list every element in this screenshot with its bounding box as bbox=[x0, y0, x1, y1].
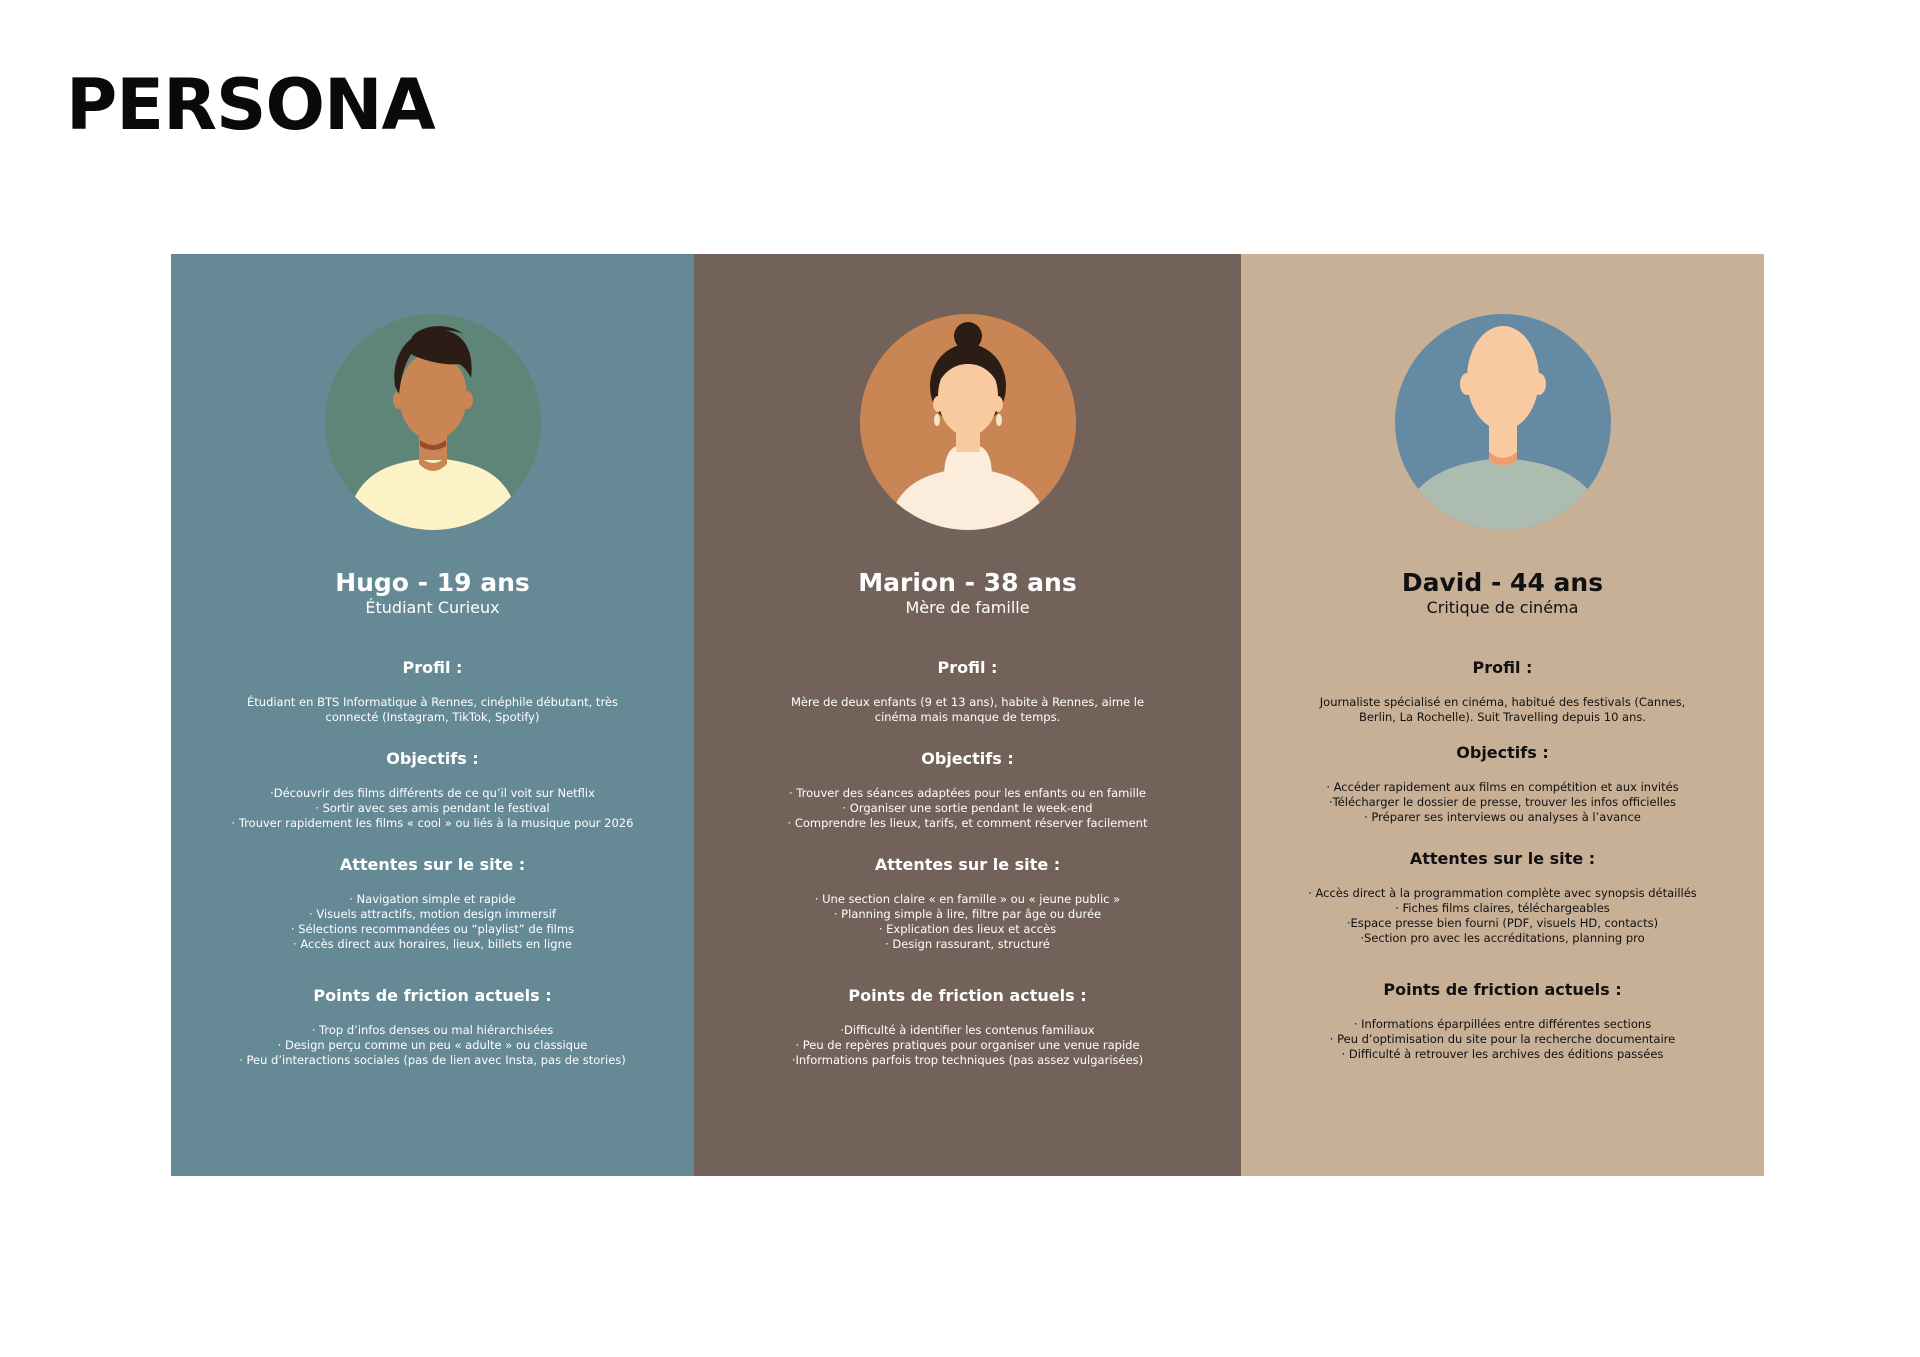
attentes-section bbox=[191, 855, 674, 952]
young-man-avatar-icon bbox=[325, 314, 541, 530]
profil-line: Berlin, La Rochelle). Suit Travelling depuis 10 ans. bbox=[1358, 710, 1647, 724]
persona-role: Mère de famille bbox=[905, 598, 1030, 617]
profil-line: Journaliste spécialisé en cinéma, habitué des festivals (Cannes, bbox=[1319, 695, 1686, 709]
attentes-section bbox=[714, 855, 1221, 952]
objectifs-line: · Sortir avec ses amis pendant le festival bbox=[315, 801, 550, 815]
man-avatar-icon bbox=[1395, 314, 1611, 530]
friction-heading: Points de friction actuels : bbox=[848, 986, 1087, 1005]
persona-card-marion bbox=[694, 254, 1241, 1176]
attentes-line: ·Section pro avec les accréditations, planning pro bbox=[1360, 931, 1645, 945]
friction-heading: Points de friction actuels : bbox=[1383, 980, 1622, 999]
objectifs-line: ·Découvrir des films différents de ce qu’il voit sur Netflix bbox=[270, 786, 595, 800]
persona-card-hugo bbox=[171, 254, 694, 1176]
persona-role: Critique de cinéma bbox=[1426, 598, 1579, 617]
attentes-heading: Attentes sur le site : bbox=[874, 855, 1061, 874]
attentes-line: · Navigation simple et rapide bbox=[349, 892, 516, 906]
persona-board bbox=[171, 254, 1764, 1176]
profil-section bbox=[714, 658, 1221, 725]
friction-line: · Design perçu comme un peu « adulte » ou classique bbox=[277, 1038, 588, 1052]
profil-heading: Profil : bbox=[937, 658, 998, 677]
objectifs-heading: Objectifs : bbox=[921, 749, 1014, 768]
attentes-line: · Fiches films claires, téléchargeables bbox=[1395, 901, 1610, 915]
attentes-line: · Accès direct aux horaires, lieux, billets en ligne bbox=[293, 937, 572, 951]
objectifs-line: · Organiser une sortie pendant le week-end bbox=[842, 801, 1093, 815]
page-title: PERSONA bbox=[66, 64, 435, 146]
friction-line: ·Difficulté à identifier les contenus familiaux bbox=[840, 1023, 1095, 1037]
objectifs-line: · Comprendre les lieux, tarifs, et comment réserver facilement bbox=[787, 816, 1148, 830]
attentes-line: · Une section claire « en famille » ou « jeune public » bbox=[814, 892, 1121, 906]
friction-line: · Peu d’interactions sociales (pas de lien avec Insta, pas de stories) bbox=[239, 1053, 626, 1067]
attentes-line: · Visuels attractifs, motion design immersif bbox=[309, 907, 556, 921]
friction-section bbox=[1261, 980, 1744, 1062]
profil-section bbox=[1261, 658, 1744, 725]
objectifs-line: · Trouver des séances adaptées pour les enfants ou en famille bbox=[789, 786, 1146, 800]
objectifs-line: · Trouver rapidement les films « cool » ou liés à la musique pour 2026 bbox=[231, 816, 634, 830]
objectifs-heading: Objectifs : bbox=[1456, 743, 1549, 762]
friction-line: · Trop d’infos denses ou mal hiérarchisées bbox=[311, 1023, 554, 1037]
friction-line: · Peu de repères pratiques pour organiser une venue rapide bbox=[795, 1038, 1140, 1052]
attentes-heading: Attentes sur le site : bbox=[339, 855, 526, 874]
profil-section bbox=[191, 658, 674, 725]
profil-heading: Profil : bbox=[1472, 658, 1533, 677]
profil-line: cinéma mais manque de temps. bbox=[874, 710, 1061, 724]
friction-line: · Difficulté à retrouver les archives des éditions passées bbox=[1341, 1047, 1664, 1061]
friction-section bbox=[714, 986, 1221, 1068]
attentes-line: · Explication des lieux et accès bbox=[878, 922, 1057, 936]
woman-avatar-icon bbox=[860, 314, 1076, 530]
persona-name: Marion - 38 ans bbox=[858, 568, 1077, 597]
objectifs-section bbox=[1261, 743, 1744, 825]
persona-name: David - 44 ans bbox=[1401, 568, 1604, 597]
friction-line: · Informations éparpillées entre différentes sections bbox=[1353, 1017, 1652, 1031]
profil-line: Étudiant en BTS Informatique à Rennes, cinéphile débutant, très bbox=[247, 695, 618, 709]
attentes-line: · Accès direct à la programmation complète avec synopsis détaillés bbox=[1308, 886, 1697, 900]
persona-name: Hugo - 19 ans bbox=[335, 568, 530, 597]
attentes-heading: Attentes sur le site : bbox=[1409, 849, 1596, 868]
profil-line: Mère de deux enfants (9 et 13 ans), habite à Rennes, aime le bbox=[790, 695, 1145, 709]
friction-line: · Peu d’optimisation du site pour la recherche documentaire bbox=[1329, 1032, 1676, 1046]
profil-line: connecté (Instagram, TikTok, Spotify) bbox=[325, 710, 540, 724]
profil-heading: Profil : bbox=[402, 658, 463, 677]
objectifs-section bbox=[191, 749, 674, 831]
objectifs-section bbox=[714, 749, 1221, 831]
friction-section bbox=[191, 986, 674, 1068]
objectifs-heading: Objectifs : bbox=[386, 749, 479, 768]
friction-heading: Points de friction actuels : bbox=[313, 986, 552, 1005]
friction-line: ·Informations parfois trop techniques (pas assez vulgarisées) bbox=[791, 1053, 1144, 1067]
objectifs-line: ·Télécharger le dossier de presse, trouver les infos officielles bbox=[1328, 795, 1677, 809]
attentes-line: · Sélections recommandées ou “playlist” de films bbox=[290, 922, 575, 936]
attentes-line: · Design rassurant, structuré bbox=[885, 937, 1050, 951]
attentes-section bbox=[1261, 849, 1744, 946]
persona-card-david bbox=[1241, 254, 1764, 1176]
objectifs-line: · Préparer ses interviews ou analyses à l’avance bbox=[1364, 810, 1641, 824]
objectifs-line: · Accéder rapidement aux films en compétition et aux invités bbox=[1326, 780, 1679, 794]
persona-role: Étudiant Curieux bbox=[365, 598, 500, 617]
attentes-line: · Planning simple à lire, filtre par âge ou durée bbox=[833, 907, 1102, 921]
attentes-line: ·Espace presse bien fourni (PDF, visuels HD, contacts) bbox=[1346, 916, 1659, 930]
